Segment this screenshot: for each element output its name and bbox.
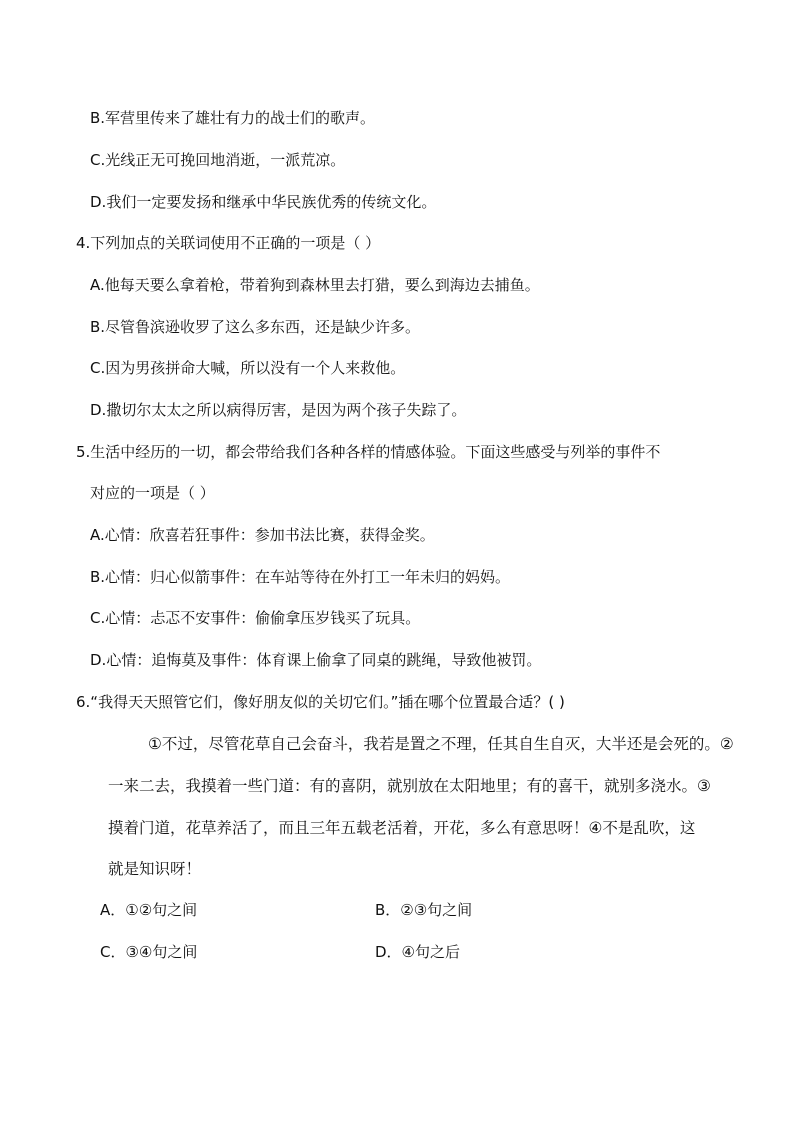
q5-option-d: D.心情：追悔莫及事件：体育课上偷拿了同桌的跳绳，导致他被罚。 [90, 651, 542, 669]
q3-option-b: B.军营里传来了雄壮有力的战士们的歌声。 [90, 109, 376, 127]
q6-choice-a: A．①②句之间 [100, 901, 198, 919]
q4-option-d: D.撒切尔太太之所以病得厉害，是因为两个孩子失踪了。 [90, 401, 467, 419]
q6-passage-line3: 摸着门道，花草养活了，而且三年五载老活着，开花，多么有意思呀！④不是乱吹，这 [108, 819, 696, 837]
q5-option-c: C.心情：忐忑不安事件：偷偷拿压岁钱买了玩具。 [90, 609, 421, 627]
q6-passage-line4: 就是知识呀！ [108, 860, 202, 878]
q5-option-a: A.心情：欣喜若狂事件：参加书法比赛，获得金奖。 [90, 526, 435, 544]
q6-choice-b: B．②③句之间 [375, 901, 473, 919]
q5-stem-line1: 5.生活中经历的一切，都会带给我们各种各样的情感体验。下面这些感受与列举的事件不 [76, 443, 661, 461]
q3-option-c: C.光线正无可挽回地消逝，一派荒凉。 [90, 151, 346, 169]
q3-option-d: D.我们一定要发扬和继承中华民族优秀的传统文化。 [90, 193, 437, 211]
q6-stem: 6.“我得天天照管它们，像好朋友似的关切它们。”插在哪个位置最合适？( ) [76, 693, 565, 711]
q5-stem-line2: 对应的一项是（ ） [90, 484, 215, 502]
q4-option-a: A.他每天要么拿着枪，带着狗到森林里去打猎，要么到海边去捕鱼。 [90, 276, 540, 294]
q6-choice-c: C．③④句之间 [100, 943, 198, 961]
q6-passage-line1: ①不过，尽管花草自己会奋斗，我若是置之不理，任其自生自灭，大半还是会死的。② [148, 735, 734, 753]
q4-stem: 4.下列加点的关联词使用不正确的一项是（ ） [76, 234, 381, 252]
q5-option-b: B.心情：归心似箭事件：在车站等待在外打工一年未归的妈妈。 [90, 568, 511, 586]
q4-option-c: C.因为男孩拼命大喊，所以没有一个人来救他。 [90, 359, 406, 377]
q4-option-b: B.尽管鲁滨逊收罗了这么多东西，还是缺少许多。 [90, 318, 421, 336]
q6-passage-line2: 一来二去，我摸着一些门道：有的喜阴，就别放在太阳地里；有的喜干，就别多浇水。③ [108, 777, 711, 795]
q6-choice-d: D．④句之后 [375, 943, 460, 961]
